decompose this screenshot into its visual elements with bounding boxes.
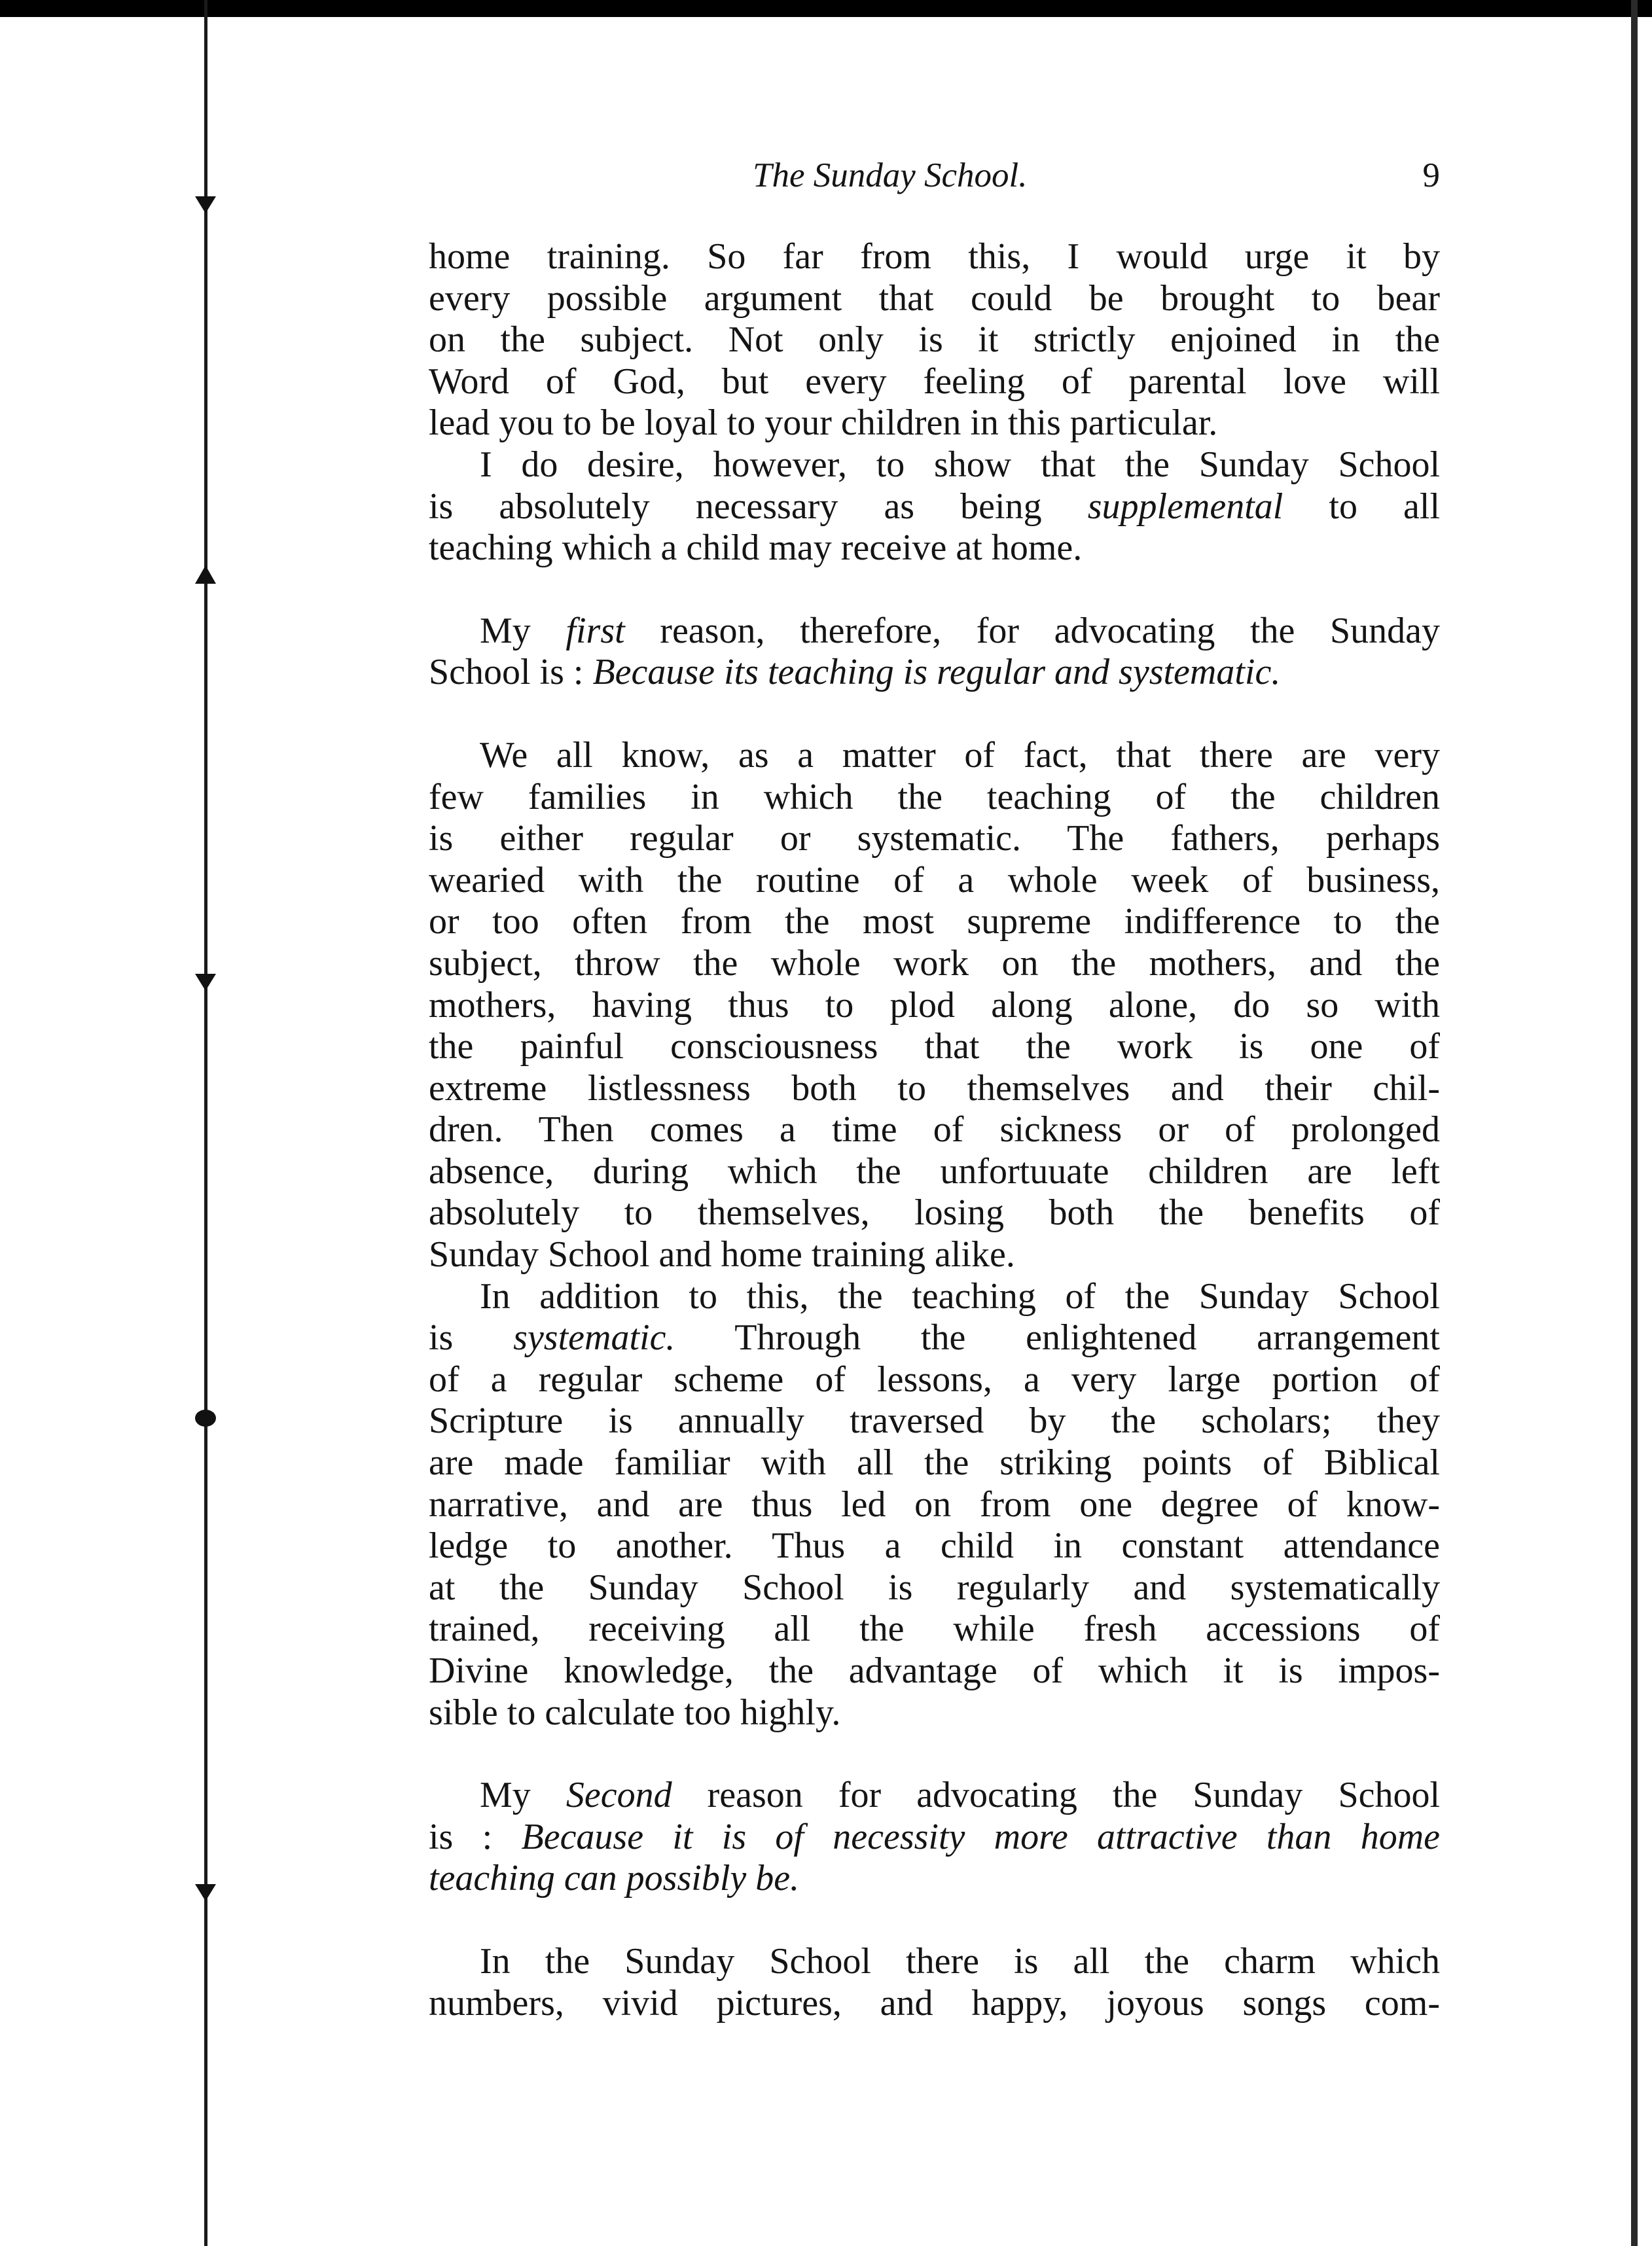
paragraph (429, 1276, 1440, 1734)
text-line: is : Because it is of necessity more attractive than home (429, 1816, 1440, 1857)
right-page-edge (1631, 0, 1638, 2246)
emphasis: Because it is of necessity more attractive than home (521, 1816, 1440, 1857)
text-line: narrative, and are thus led on from one degree of know- (429, 1484, 1440, 1525)
paragraph (429, 735, 1440, 1276)
running-head (429, 152, 1440, 198)
binding-mark-icon (192, 1407, 219, 1429)
text-line: numbers, vivid pictures, and happy, joyous songs com- (429, 1982, 1440, 2023)
page-number: 9 (1422, 156, 1440, 194)
emphasis: Second (566, 1775, 672, 1816)
binding-mark-icon (192, 564, 219, 586)
text-line: ledge to another. Thus a child in constant attendance (429, 1525, 1440, 1567)
body-text (429, 236, 1440, 2024)
emphasis: systematic. (513, 1317, 675, 1359)
top-border (0, 0, 1652, 17)
text-line: In addition to this, the teaching of the Sunday School (480, 1275, 1440, 1317)
running-title: The Sunday School. (753, 156, 1028, 194)
text-line: the painful consciousness that the work is one of (429, 1026, 1440, 1067)
text-line: at the Sunday School is regularly and systematically (429, 1567, 1440, 1608)
text-line: subject, throw the whole work on the mothers, and the (429, 942, 1440, 984)
binding-mark-icon (192, 1881, 219, 1904)
text-line: dren. Then comes a time of sickness or of prolonged (429, 1109, 1440, 1150)
paragraph (429, 1775, 1440, 1900)
text-line: trained, receiving all the while fresh accessions of (429, 1609, 1440, 1650)
text-line: is either regular or systematic. The fathers, perhaps (429, 818, 1440, 859)
text-line: Word of God, but every feeling of parental love will (429, 361, 1440, 402)
text-line: or too often from the most supreme indifference to the (429, 901, 1440, 942)
text-line: is systematic. Through the enlightened arrangement (429, 1317, 1440, 1359)
text-line: every possible argument that could be brought to bear (429, 277, 1440, 319)
text-line: I do desire, however, to show that the Sunday School (480, 444, 1440, 485)
text-line: mothers, having thus to plod along alone, do so with (429, 984, 1440, 1025)
gutter-line (204, 0, 207, 2246)
emphasis: supplemental (1087, 486, 1284, 527)
text-line: Sunday School and home training alike. (429, 1234, 1015, 1275)
text-line: In the Sunday School there is all the charm which (480, 1940, 1440, 1982)
text-line: few families in which the teaching of the children (429, 776, 1440, 817)
emphasis: first (566, 610, 625, 651)
paragraph (429, 236, 1440, 444)
text-line: absence, during which the unfortuuate children are left (429, 1150, 1440, 1192)
text-line: sible to calculate too highly. (429, 1692, 841, 1733)
text-line: We all know, as a matter of fact, that there are very (480, 734, 1440, 775)
text-line: School is : Because its teaching is regular and systematic. (429, 652, 1281, 693)
binding-mark-icon (192, 971, 219, 993)
text-line: on the subject. Not only is it strictly enjoined in the (429, 319, 1440, 361)
emphasis: Because its teaching is regular and systematic. (592, 652, 1281, 693)
text-line: lead you to be loyal to your children in this particular. (429, 402, 1218, 444)
text-line: Scripture is annually traversed by the scholars; they (429, 1400, 1440, 1442)
text-line: absolutely to themselves, losing both the benefits of (429, 1192, 1440, 1234)
text-line: Divine knowledge, the advantage of which it is impos- (429, 1650, 1440, 1691)
text-line: My Second reason for advocating the Sunday School (480, 1775, 1440, 1816)
paragraph (429, 1941, 1440, 2024)
text-line: extreme listlessness both to themselves and their chil- (429, 1067, 1440, 1109)
emphasis: teaching can possibly be. (429, 1858, 800, 1899)
paragraph (429, 444, 1440, 569)
paragraph (429, 611, 1440, 694)
text-line: home training. So far from this, I would urge it by (429, 236, 1440, 277)
text-line: is absolutely necessary as being supplemental to all (429, 486, 1440, 527)
text-line: My first reason, therefore, for advocating the Sunday (480, 610, 1440, 651)
text-line (429, 1858, 1440, 1900)
text-line: wearied with the routine of a whole week of business, (429, 859, 1440, 900)
binding-mark-icon (192, 194, 219, 216)
text-line: are made familiar with all the striking points of Biblical (429, 1442, 1440, 1484)
text-line: teaching which a child may receive at home. (429, 527, 1083, 569)
text-line: of a regular scheme of lessons, a very large portion of (429, 1359, 1440, 1400)
